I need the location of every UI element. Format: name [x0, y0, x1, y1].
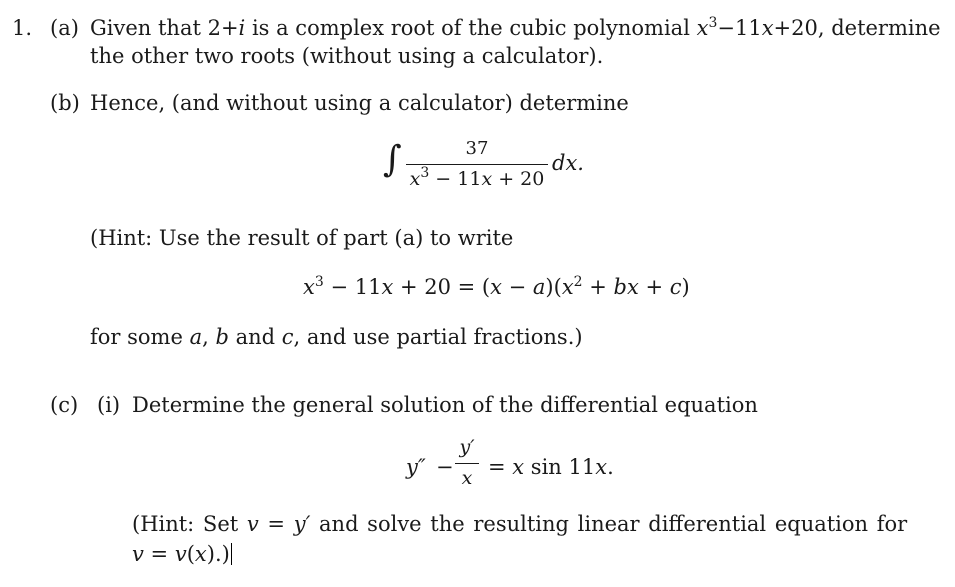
- hint3-pre: for some: [90, 325, 190, 349]
- eq-t2: + 20 = (: [393, 275, 491, 299]
- den-rest2: + 20: [492, 168, 545, 190]
- hint3-sep1: ,: [202, 325, 216, 349]
- part-a-i: i: [238, 16, 246, 40]
- de-minus: −: [436, 455, 454, 479]
- part-b-hint-equation: [303, 274, 690, 299]
- de-fraction-bar: [455, 463, 479, 464]
- part-a-line1: [90, 15, 941, 40]
- part-a-line1-pre: Given that 2+: [90, 16, 239, 40]
- de-rhs-eq: =: [488, 455, 513, 479]
- eq-exp1: 3: [314, 274, 324, 290]
- part-a-poly-rest2: +20, determine: [773, 16, 941, 40]
- eq-x3: x: [490, 275, 502, 299]
- hintc2-v2: v: [174, 542, 187, 566]
- de-rhs-end: .: [607, 455, 614, 479]
- part-a-poly-exp: 3: [708, 15, 718, 31]
- integral-numerator: 37: [465, 138, 489, 159]
- de-rhs: [488, 457, 614, 478]
- text-cursor[interactable]: [231, 543, 233, 565]
- hint3-mid: and: [228, 325, 282, 349]
- de-fraction-numerator: y′: [459, 436, 475, 458]
- integral-dx: dx.: [552, 151, 584, 175]
- part-a-poly-x2: x: [761, 16, 774, 40]
- hintc2-eq: =: [143, 542, 175, 566]
- hintc2-v: v: [132, 542, 144, 566]
- hint3-end: , and use partial fractions.): [293, 325, 583, 349]
- den-exp: 3: [420, 165, 430, 181]
- hintc-post: and solve the resulting linear differential equation for: [310, 512, 908, 536]
- hint3-c: c: [281, 325, 294, 349]
- hintc-pre: (Hint: Set: [132, 512, 247, 536]
- de-fraction-denominator: x: [461, 467, 473, 489]
- question-number: 1.: [12, 16, 33, 40]
- part-a-line1-mid: is a complex root of the cubic polynomial: [245, 16, 697, 40]
- eq-c: c: [669, 275, 682, 299]
- de-rhs-x: x: [512, 455, 525, 479]
- eq-t1: − 11: [323, 275, 382, 299]
- eq-x1: x: [303, 275, 315, 299]
- de-rhs-x2: x: [595, 455, 608, 479]
- den-x2: x: [481, 168, 493, 190]
- hintc-v: v: [246, 512, 259, 536]
- part-a-line2: the other two roots (without using a calculator).: [90, 44, 604, 68]
- eq-t3: −: [501, 275, 533, 299]
- part-b-intro: Hence, (and without using a calculator) determine: [90, 91, 629, 115]
- hint3-b: b: [215, 325, 229, 349]
- hintc-yprime: y′: [293, 512, 311, 536]
- hintc-eq: =: [258, 512, 294, 536]
- eq-t6: +: [638, 275, 670, 299]
- eq-t5: +: [582, 275, 614, 299]
- hintc2-x: x: [194, 542, 207, 566]
- den-rest1: − 11: [429, 168, 482, 190]
- part-c-hint-line2: [132, 543, 232, 565]
- part-a-label: (a): [50, 16, 79, 40]
- part-c-label: (c): [50, 393, 79, 417]
- part-b-hint-line1: (Hint: Use the result of part (a) to write: [90, 226, 514, 250]
- part-c-hint-line1: [132, 514, 907, 535]
- de-y-double-prime: y″: [406, 455, 426, 479]
- eq-t7: ): [681, 275, 690, 299]
- eq-exp2: 2: [573, 274, 583, 290]
- den-x: x: [409, 168, 421, 190]
- part-b-hint-line3: [90, 327, 583, 348]
- hint3-a: a: [189, 325, 203, 349]
- part-c-sub-label: (i): [97, 393, 121, 417]
- integral-denominator: [404, 165, 550, 190]
- part-b-label: (b): [50, 91, 80, 115]
- eq-x2: x: [381, 275, 394, 299]
- part-c-intro: Determine the general solution of the differential equation: [132, 393, 758, 417]
- hintc2-paren: (: [186, 542, 195, 566]
- part-a-poly-rest1: −11: [717, 16, 762, 40]
- eq-b: bx: [613, 275, 639, 299]
- hintc2-end: ).): [206, 542, 230, 566]
- part-a-poly-x: x: [696, 16, 709, 40]
- integral-sign: ∫: [383, 139, 402, 180]
- eq-t4: )(: [545, 275, 562, 299]
- eq-a: a: [532, 275, 546, 299]
- de-rhs-sin: sin 11: [524, 455, 596, 479]
- eq-x4: x: [561, 275, 574, 299]
